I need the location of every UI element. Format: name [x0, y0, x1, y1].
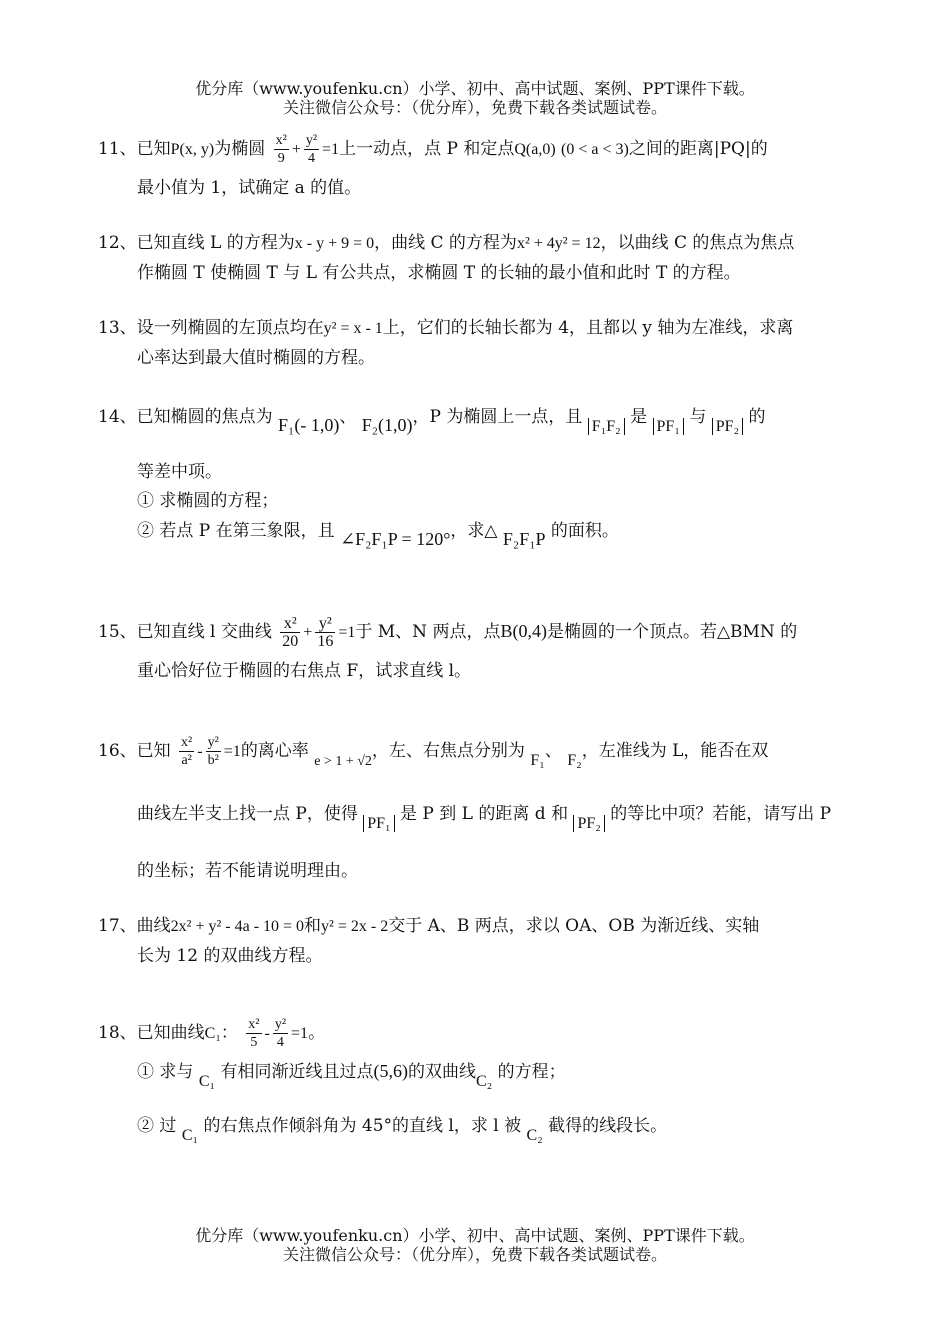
problem-15-line-1 [98, 615, 900, 650]
minus-sign: - [264, 1025, 270, 1042]
header-line-2: 关注微信公众号：（优分库），免费下载各类试题试卷。 [282, 98, 667, 117]
math-equation: y² = x - 1 [323, 320, 383, 337]
problem-16-line-3: 的坐标；若不能请说明理由。 [137, 861, 358, 881]
text: 和 [304, 916, 322, 936]
text: 交于 A、B 两点，求以 OA、OB 为渐近线、实轴 [388, 916, 760, 936]
text: 的右焦点作倾斜角为 45°的直线 l，求 l 被 [203, 1116, 522, 1136]
problem-12-line-1 [98, 232, 900, 255]
math-abs-pf1: PF₁ [363, 815, 394, 832]
text: 与 [689, 407, 707, 427]
numerator: y² [274, 1017, 287, 1032]
problem-13-line-2: 心率达到最大值时椭圆的方程。 [137, 348, 375, 368]
math-curve-c1: C₁ [181, 1127, 199, 1144]
math-curve-c1: C₁ [198, 1073, 216, 1090]
math-focus-f2: F₂ [567, 752, 582, 769]
equals-one: =1 [322, 141, 340, 158]
problem-16-line-2 [137, 803, 900, 832]
text: 为椭圆 [214, 139, 266, 159]
text: 18、已知曲线 [98, 1023, 205, 1043]
text: ，P 为椭圆上一点，且 [412, 407, 583, 427]
math-abs-pf1: PF₁ [653, 418, 684, 435]
text: 的方程； [497, 1062, 566, 1082]
problem-12-line-2: 作椭圆 T 使椭圆 T 与 L 有公共点，求椭圆 T 的长轴的最小值和此时 T 的方程。 [137, 263, 741, 283]
text: ，曲线 C 的方程为 [374, 233, 517, 253]
text: 截得的线段长。 [548, 1116, 668, 1136]
math-curve-equation: x² + 4y² = 12 [516, 235, 601, 252]
fraction-y2-4 [304, 132, 319, 167]
footer-line-2: 关注微信公众号：（优分库），免费下载各类试题试卷。 [282, 1245, 667, 1264]
plus-sign: + [291, 141, 301, 158]
denominator: 9 [277, 151, 285, 166]
problem-14-line-2: 等差中项。 [137, 462, 222, 482]
problem-14-question-2 [137, 519, 900, 549]
math-focus-f2: F₂(1,0) [361, 415, 413, 435]
math-abs-pf2: PF₂ [573, 815, 604, 832]
math-eccentricity: e > 1 + √2 [314, 754, 372, 769]
text: ，求△ [450, 521, 498, 541]
numerator: x² [248, 1017, 260, 1032]
math-curve-1: 2x² + y² - 4a - 10 = 0 [170, 918, 305, 935]
numerator: x² [280, 615, 300, 633]
math-curve-2: y² = 2x - 2 [321, 918, 389, 935]
math-angle: ∠F₂F₁P = 120° [340, 529, 451, 549]
text: 的面积。 [550, 521, 619, 541]
text: 的 [748, 407, 766, 427]
problem-15-line-2: 重心恰好位于椭圆的右焦点 F，试求直线 l。 [137, 661, 472, 681]
math-point-p: P(x, y) [170, 141, 215, 158]
fraction-y2-4 [273, 1016, 288, 1051]
text: ① 求与 [137, 1062, 194, 1082]
text: 有相同渐近线且过点 [220, 1062, 374, 1082]
text: 14、已知椭圆的焦点为 [98, 407, 273, 427]
problem-11-line-2: 最小值为 1，试确定 a 的值。 [137, 178, 362, 198]
math-abs-pf2: PF₂ [712, 418, 743, 435]
problem-18-question-1 [137, 1060, 900, 1090]
math-condition: (0 < a < 3) [561, 141, 629, 158]
text: 之间的距离|PQ|的 [628, 139, 768, 159]
text: ② 过 [137, 1116, 177, 1136]
fraction-x2-5 [246, 1016, 261, 1051]
problem-18-line-1 [98, 1016, 900, 1051]
text: 15、已知直线 l 交曲线 [98, 622, 272, 642]
math-curve-c2: C₂ [475, 1073, 493, 1090]
math-curve-c1: C₁ [204, 1025, 221, 1042]
text: 上一动点，点 P 和定点 [339, 139, 515, 159]
text: 上，它们的长轴长都为 4，且都以 y 轴为左准线，求离 [382, 318, 794, 338]
text: 的等比中项？若能，请写出 P [610, 804, 832, 824]
text: ② 若点 P 在第三象限，且 [137, 521, 335, 541]
equals-one: =1 [338, 624, 356, 641]
denominator: 16 [317, 633, 334, 650]
text: 于 M、N 两点，点 [355, 622, 501, 642]
denominator: a² [181, 753, 192, 768]
math-focus-f1: F₁(- 1,0) [278, 415, 340, 435]
minus-sign: - [197, 743, 203, 760]
denominator: b² [207, 753, 219, 768]
denominator: 5 [250, 1035, 258, 1050]
text: 16、已知 [98, 741, 171, 761]
text: 12、已知直线 L 的方程为 [98, 233, 295, 253]
fraction-y2-16 [315, 615, 335, 650]
fraction-x2-9 [274, 132, 289, 167]
math-focus-f1: F₁ [530, 752, 545, 769]
math-point: (5,6) [373, 1061, 408, 1081]
denominator: 4 [307, 151, 315, 166]
header-line-1: 优分库（www.youfenku.cn）小学、初中、高中试题、案例、PPT课件下载。 [195, 79, 755, 98]
text: 曲线左半支上找一点 P，使得 [137, 804, 358, 824]
fraction-y2-b2 [206, 734, 221, 769]
plus-sign: + [303, 624, 313, 641]
text: 。 [308, 1023, 326, 1043]
math-abs-f1f2: F₁F₂ [588, 418, 625, 435]
numerator: y² [315, 615, 335, 633]
fraction-x2-a2 [179, 734, 194, 769]
text: 11、已知 [98, 139, 171, 159]
numerator: x² [181, 735, 193, 750]
footer-line-1: 优分库（www.youfenku.cn）小学、初中、高中试题、案例、PPT课件下载。 [195, 1226, 755, 1245]
text: ，左、右焦点分别为 [371, 741, 525, 761]
fraction-x2-20 [280, 615, 300, 650]
problem-11-line-1 [98, 132, 900, 167]
text: 的离心率 [240, 741, 309, 761]
numerator: y² [207, 735, 219, 750]
problem-14-line-1 [98, 405, 900, 435]
problem-17-line-1 [98, 915, 900, 938]
text: 是椭圆的一个顶点。若△BMN 的 [546, 622, 798, 642]
text: 是 P 到 L 的距离 d 和 [400, 804, 569, 824]
text: 是 [630, 407, 648, 427]
problem-17-line-2: 长为 12 的双曲线方程。 [137, 946, 323, 966]
problem-18-question-2 [137, 1115, 900, 1144]
denominator: 20 [282, 633, 299, 650]
text: 、 [339, 407, 357, 427]
math-triangle: F₂F₁P [502, 529, 546, 549]
numerator: x² [275, 133, 287, 148]
problem-13-line-1 [98, 317, 900, 340]
numerator: y² [305, 133, 318, 148]
text: 17、曲线 [98, 916, 171, 936]
text: ： [220, 1023, 238, 1043]
equals-one: =1 [223, 743, 241, 760]
text: 的双曲线 [407, 1062, 476, 1082]
math-point-b: B(0,4) [500, 621, 547, 641]
problem-16-line-1 [98, 734, 900, 769]
problem-14-question-1: ① 求椭圆的方程； [137, 491, 279, 511]
text: 、 [544, 741, 562, 761]
equals-one: =1 [291, 1025, 309, 1042]
denominator: 4 [276, 1035, 284, 1050]
math-line-equation: x - y + 9 = 0 [294, 235, 375, 252]
math-curve-c2: C₂ [526, 1127, 543, 1144]
text: ，左准线为 L，能否在双 [581, 741, 769, 761]
text: 13、设一列椭圆的左顶点均在 [98, 318, 324, 338]
text: ，以曲线 C 的焦点为焦点 [600, 233, 795, 253]
math-point-q: Q(a,0) [514, 141, 556, 158]
